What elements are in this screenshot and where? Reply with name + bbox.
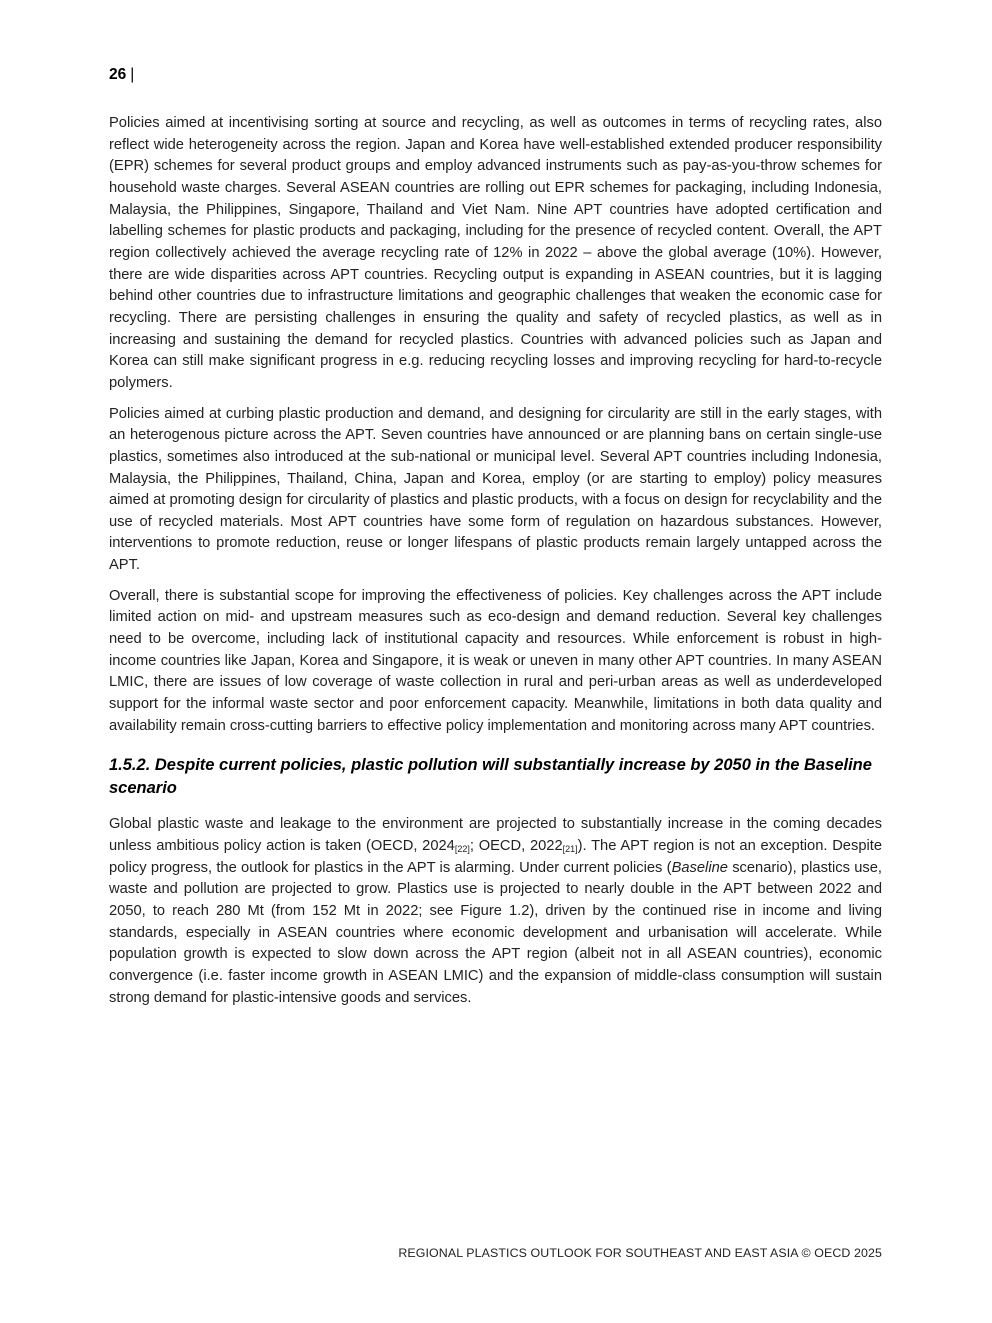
paragraph-policy-effectiveness: Overall, there is substantial scope for improving the effectiveness of policies. Key challenges across the APT include limited action on mid- and upstream measures such as eco-design and demand reduction. Several key challenges need to be overcome, including lack of institutional capacity and resources. While enforcement is robust in high-income countries like Japan, Korea and Singapore, it is weak or uneven in many other APT countries. In many ASEAN LMIC, there are issues of low coverage of waste collection in rural and peri-urban areas as well as underdeveloped support for the informal waste sector and poor enforcement capacity. Meanwhile, limitations in both data quality and availability remain cross-cutting barriers to effective policy implementation and monitoring across many APT countries. <box>109 587 882 734</box>
paragraph-baseline-outlook <box>109 814 882 1009</box>
document-body <box>109 113 882 1018</box>
page-number-value: 26 <box>109 66 127 83</box>
text-segment: Global plastic waste and leakage to the environment are projected to substantially increase in the coming decades unless ambitious policy action is taken (OECD, 2024 <box>109 816 882 855</box>
text-segment: ; OECD, 2022 <box>469 838 563 855</box>
italic-term: Baseline <box>671 859 728 876</box>
text-segment: ). The APT region is not an exception. Despite policy progress, the outlook for plastics in the APT is alarming. Under current policies ( <box>109 838 882 876</box>
section-heading: 1.5.2. Despite current policies, plastic pollution will substantially increase by 2050 in the Baseline scenario <box>109 756 872 798</box>
citation-reference[interactable]: [21] <box>562 844 578 855</box>
paragraph-recycling-policies: Policies aimed at incentivising sorting at source and recycling, as well as outcomes in terms of recycling rates, also reflect wide heterogeneity across the region. Japan and Korea have well-established extended producer responsibility (EPR) schemes for several product groups and employ advanced instruments such as pay-as-you-throw schemes for household waste charges. Several ASEAN countries are rolling out EPR schemes for packaging, including Indonesia, Malaysia, the Philippines, Singapore, Thailand and Viet Nam. Nine APT countries have adopted certification and labelling schemes for plastic products and packaging, including for the presence of recycled content. Overall, the APT region collectively achieved the average recycling rate of 12% in 2022 – above the global average (10%). However, there are wide disparities across APT countries. Recycling output is expanding in ASEAN countries, but it is lagging behind other countries due to infrastructure limitations and geographic challenges that weaken the economic case for recycling. There are persisting challenges in ensuring the quality and safety of recycled plastics, as well as in increasing and sustaining the demand for recycled plastics. Countries with advanced policies such as Japan and Korea can still make significant progress in e.g. reducing recycling losses and improving recycling for hard-to-recycle polymers. <box>109 115 882 391</box>
citation-reference[interactable]: [22] <box>454 844 470 855</box>
paragraph-production-demand-policies: Policies aimed at curbing plastic production and demand, and designing for circularity are still in the early stages, with an heterogenous picture across the APT. Seven countries have announced or are planning bans on certain single-use plastics, sometimes also introduced at the sub-national or municipal level. Several APT countries including Indonesia, Malaysia, the Philippines, Thailand, China, Japan and Korea, employ (or are starting to employ) policy measures aimed at promoting design for circularity of plastics and plastic products, with a focus on design for recyclability and the use of recycled materials. Most APT countries have some form of regulation on hazardous substances. However, interventions to promote reduction, reuse or longer lifespans of plastic products remain largely untapped across the APT. <box>109 405 882 574</box>
page-number-separator: | <box>130 66 135 83</box>
page-footer: REGIONAL PLASTICS OUTLOOK FOR SOUTHEAST AND EAST ASIA © OECD 2025 <box>398 1246 882 1260</box>
page-number <box>109 66 134 84</box>
text-segment: scenario), plastics use, waste and pollution are projected to grow. Plastics use is projected to nearly double in the APT between 2022 and 2050, to reach 280 Mt (from 152 Mt in 2022; see Figure 1.2), driven by the continued rise in income and living standards, especially in ASEAN countries where economic development and urbanisation will accelerate. While population growth is expected to slow down across the APT region (albeit not in all ASEAN countries), economic convergence (i.e. faster income growth in ASEAN LMIC) and the expansion of middle-class consumption will sustain strong demand for plastic-intensive goods and services. <box>109 859 882 1006</box>
